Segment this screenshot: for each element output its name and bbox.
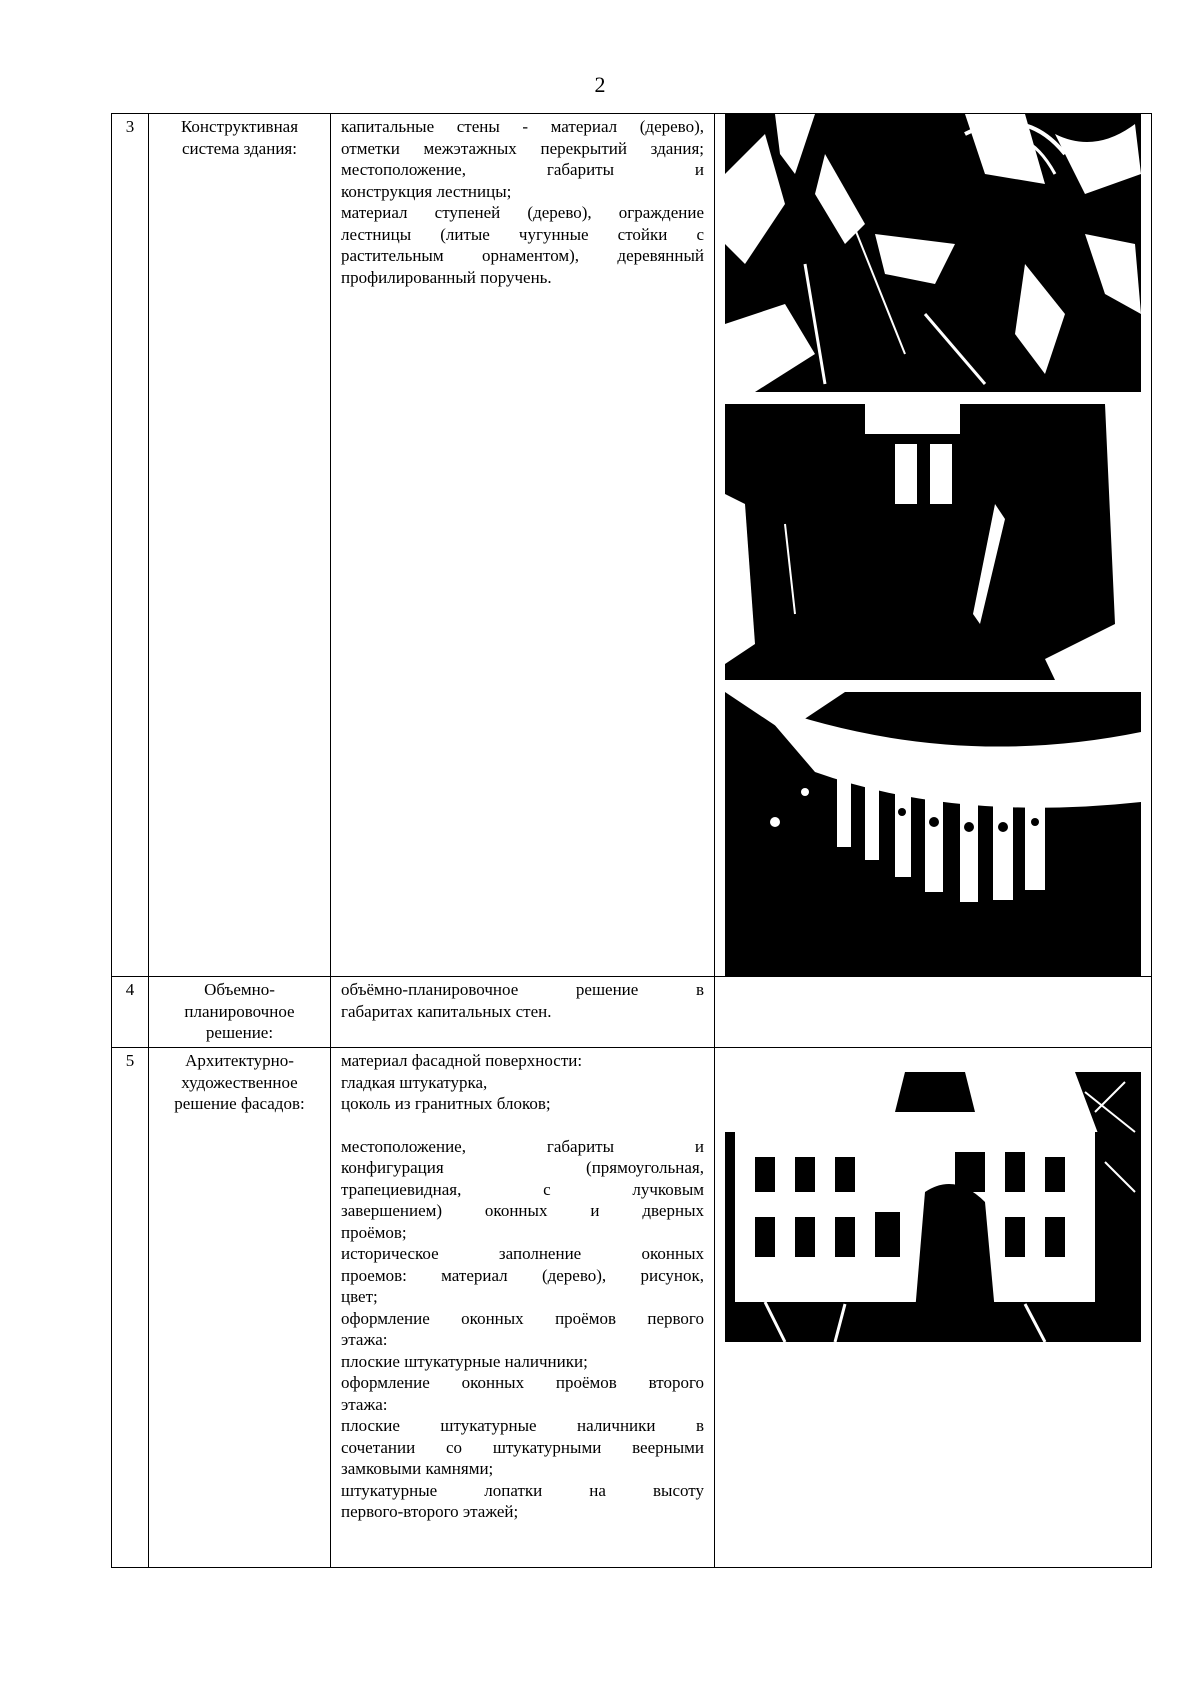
- description-line: лестницы (литые чугунные стойки с: [341, 224, 704, 244]
- description-line: плоские штукатурные наличники;: [341, 1351, 588, 1371]
- description-line: завершением) оконных и дверных: [341, 1201, 704, 1220]
- description-line: местоположение, габариты и: [341, 160, 704, 179]
- interior-photo: [725, 404, 1141, 680]
- ornament-photo: [725, 692, 1141, 976]
- description-line: объёмно-планировочное решение в: [341, 980, 704, 999]
- description-line: замковыми камнями;: [341, 1459, 494, 1478]
- description-line: отметки межэтажных перекрытий здания;: [341, 138, 704, 158]
- description-line: оформление оконных проёмов второго: [341, 1373, 704, 1392]
- row-title: Конструктивная система здания:: [149, 114, 331, 977]
- description-line: габаритах капитальных стен.: [341, 1001, 552, 1021]
- description-line: проемов: материал (дерево), рисунок,: [341, 1265, 704, 1285]
- description-line: проёмов;: [341, 1222, 407, 1242]
- row-description: [331, 1048, 715, 1568]
- description-line: капитальные стены - материал (дерево),: [341, 117, 704, 136]
- description-line: цоколь из гранитных блоков;: [341, 1094, 551, 1113]
- description-line: этажа:: [341, 1394, 388, 1414]
- row-number: 5: [112, 1048, 149, 1568]
- page-number: 2: [594, 72, 606, 97]
- description-line: цвет;: [341, 1287, 378, 1306]
- row-number: 3: [112, 114, 149, 977]
- description-line: профилированный поручень.: [341, 267, 552, 287]
- description-line: конфигурация (прямоугольная,: [341, 1158, 704, 1177]
- description-line: оформление оконных проёмов первого: [341, 1308, 704, 1328]
- description-line: этажа:: [341, 1330, 388, 1349]
- description-line: трапециевидная, с лучковым: [341, 1179, 704, 1199]
- description-line: сочетании со штукатурными веерными: [341, 1437, 704, 1457]
- row-title: Объемно-планировочное решение:: [149, 977, 331, 1048]
- description-line: материал фасадной поверхности:: [341, 1051, 583, 1070]
- description-line: материал ступеней (дерево), ограждение: [341, 203, 704, 222]
- table-row-3: [112, 114, 1152, 977]
- row-description: [331, 977, 715, 1048]
- row-number: 4: [112, 977, 149, 1048]
- monument-protection-table: [111, 113, 1152, 1568]
- description-line: плоские штукатурные наличники в: [341, 1416, 704, 1435]
- row-title: Архитектурно-художественное решение фасадов:: [149, 1048, 331, 1568]
- facade-photo: [725, 1072, 1141, 1342]
- description-line: штукатурные лопатки на высоту: [341, 1480, 704, 1500]
- description-line: конструкция лестницы;: [341, 181, 512, 201]
- description-line: местоположение, габариты и: [341, 1136, 704, 1156]
- row-description: [331, 114, 715, 977]
- description-line: гладкая штукатурка,: [341, 1072, 488, 1092]
- empty-photo-cell: [715, 977, 1152, 1048]
- description-line: растительным орнаментом), деревянный: [341, 246, 704, 265]
- photo-cell: [715, 114, 1152, 977]
- table-row-5: [112, 1048, 1152, 1568]
- description-line: первого-второго этажей;: [341, 1502, 519, 1521]
- table-row-4: [112, 977, 1152, 1048]
- description-line: историческое заполнение оконных: [341, 1244, 704, 1263]
- photo-cell: [715, 1048, 1152, 1568]
- staircase-photo: [725, 114, 1141, 392]
